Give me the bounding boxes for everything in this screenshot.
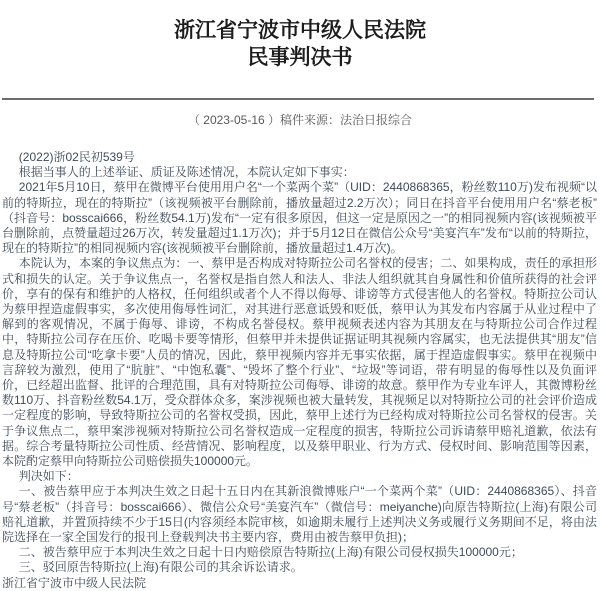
- body-paragraph-verdict-item-3: 三、驳回原告特斯拉(上海)有限公司的其余诉讼请求。: [18, 560, 303, 575]
- body-paragraph-facts: 2021年5月10日，蔡甲在微博平台使用用户名“一个菜两个菜”（UID：2440868365，粉丝数110万)发布视频“以前的特斯拉，现在的特斯拉”（该视频被平台删除前，播放量超过2.2万次）；同日在抖音平台使用用户名“蔡老板”（抖音号：bosscai666，粉丝数54.1万)发布“一定有很多原因，但这一定是原因之一”的相同视频内容(该视频被平台删除前，点赞量超过26万次，转发量超过1.1万次)；并于5月12日在微信公众号“美宴汽车”发布“以前的特斯拉，现在的特斯拉”的相同视频内容(该视频被平台删除前，播放量超过1.4万次)。: [2, 180, 597, 256]
- document-type-title: 民事判决书: [247, 45, 353, 69]
- body-paragraph-court-opinion: 本院认为，本案的争议焦点为：一、蔡甲是否构成对特斯拉公司名誉权的侵害；二、如果构成，责任的承担形式和损失的认定。关于争议焦点一，名誉权是指自然人和法人、非法人组织就其自身属性和价值所获得的社会评价，享有的保有和维护的人格权，任何组织或者个人不得以侮辱、诽谤等方式侵害他人的名誉权。特斯拉公司认为蔡甲捏造虚假事实，多次使用侮辱性词汇，对其进行恶意诋毁和贬低，蔡甲认为其发布内容属于从业过程中了解到的客观情况，不属于侮辱、诽谤，不构成名誉侵权。蔡甲视频表述内容为其朋友在与特斯拉公司合作过程中，特斯拉公司存在压价、吃喝卡要等情形，但蔡甲并未提供证据证明其视频内容属实，也无法提供其“朋友”信息及特斯拉公司“吃拿卡要”人员的情况，因此，蔡甲视频内容并无事实依据，属于捏造虚假事实。蔡甲在视频中言辞较为激烈，使用了“肮脏”、“中饱私囊”、“毁坏了整个行业”、“垃圾”等词语，带有明显的侮辱性以及负面评价，已经超出监督、批评的合理范围，具有对特斯拉公司侮辱、诽谤的故意。蔡甲作为专业车评人，其微博粉丝数110万、抖音粉丝数54.1万，受众群体众多，案涉视频也被大量转发，其视频足以对特斯拉公司的社会评价造成一定程度的影响，导致特斯拉公司的名誉权受损，因此，蔡甲上述行为已经构成对特斯拉公司名誉权的侵害。关于争议焦点二，蔡甲案涉视频对特斯拉公司名誉权造成一定程度的损害，特斯拉公司诉请蔡甲赔礼道歉，依法有据。综合考量特斯拉公司性质、经营情况、影响程度，以及蔡甲职业、行为方式、侵权时间、影响范围等因素，本院酌定蔡甲向特斯拉公司赔偿损失100000元。: [2, 256, 597, 469]
- body-paragraph-facts-intro: 根据当事人的上述举证、质证及陈述情况，本院认定如下事实：: [18, 165, 355, 180]
- publish-date: （ 2023-05-16 ）: [187, 113, 281, 127]
- source-name: 法治日报综合: [340, 113, 413, 127]
- body-paragraph-verdict-item-1: 一、被告蔡甲应于本判决生效之日起十五日内在其新浪微博账户“一个菜两个菜”（UID：2440868365）、抖音号“蔡老板”（抖音号：bosscai666）、微信公众号“美宴汽车”（微信号：meiyanche)向原告特斯拉(上海)有限公司赔礼道歉，并置顶持续不少于15日(内容须经本院审核，如逾期未履行上述判决义务或履行义务期间不足，将由法院选择在一家全国发行的报刊上登载判决书主要内容，费用由被告蔡甲负担)；: [2, 484, 597, 545]
- judgment-body: [0, 150, 600, 591]
- body-paragraph-verdict-intro: 判决如下：: [18, 469, 79, 484]
- document-header: [0, 0, 600, 71]
- court-signature: 浙江省宁波市中级人民法院: [2, 575, 147, 590]
- article-meta-line: [0, 113, 600, 127]
- body-paragraph-verdict-item-2: 二、被告蔡甲应于本判决生效之日起十日内赔偿原告特斯拉(上海)有限公司侵权损失100000元；: [18, 545, 523, 560]
- court-name-title: 浙江省宁波市中级人民法院: [174, 18, 426, 42]
- source-label: 稿件来源：: [280, 113, 341, 127]
- horizontal-divider: [2, 98, 594, 100]
- case-number-paragraph: (2022)浙02民初539号: [18, 150, 135, 164]
